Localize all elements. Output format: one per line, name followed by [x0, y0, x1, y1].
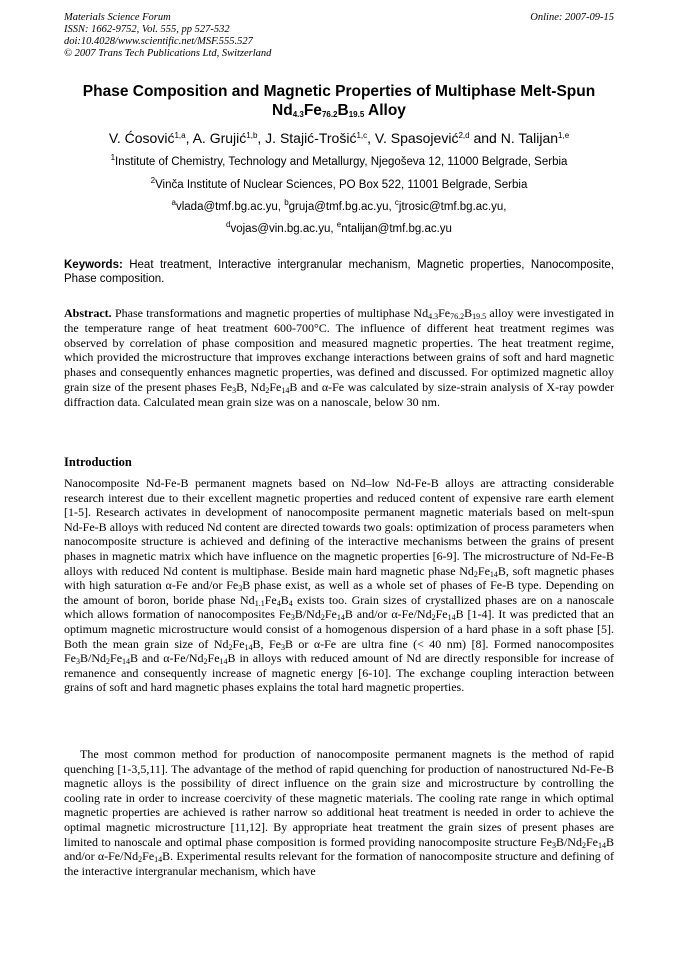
intro-p1-text-run: B and α-Fe/Nd — [130, 651, 204, 666]
abstract — [64, 306, 614, 410]
intro-p1-text-run: Fe — [477, 563, 490, 578]
intro-p1-subscript: 2 — [106, 657, 111, 667]
abstract-subscript: 76.2 — [450, 312, 465, 321]
intro-p1-subscript: 2 — [203, 657, 208, 667]
keywords — [64, 258, 614, 286]
abstract-text-run: B and α-Fe was calculated by size-strain analysis of X-ray powder diffraction data. Calculated mean grain size was on a nanoscale, below 30 nm. — [64, 379, 614, 409]
intro-p1-subscript: 2 — [320, 613, 325, 623]
author-separator: and — [469, 130, 501, 146]
title-fe: Fe — [303, 102, 322, 119]
intro-p2-subscript: 14 — [154, 855, 163, 865]
abstract-subscript: 4.3 — [428, 312, 439, 321]
abstract-text-run: B — [464, 306, 473, 320]
affiliation-2 — [40, 178, 638, 192]
intro-p1-text-run: B, soft magnetic phases with high saturation α-Fe and/or Fe — [64, 563, 614, 593]
title-b-sub: 19.5 — [348, 110, 365, 119]
intro-p1-subscript: 2 — [431, 613, 436, 623]
intro-p2-subscript: 3 — [551, 840, 556, 850]
intro-p1-text-run: B or α-Fe are ultra fine (< 40 nm) [8]. Formed nanocomposites Fe — [64, 636, 614, 666]
intro-p2-text-run: B and/or α-Fe/Nd — [64, 834, 614, 864]
introduction-paragraph-1 — [64, 476, 614, 695]
author-affiliation-marker: 1,e — [558, 131, 570, 140]
intro-p1-text-run: Fe — [324, 607, 337, 622]
title-fe-sub: 76.2 — [321, 110, 338, 119]
intro-p1-text-run: Fe — [435, 607, 448, 622]
intro-p2-subscript: 2 — [138, 855, 143, 865]
journal-header — [64, 12, 271, 60]
title-nd-sub: 4.3 — [292, 110, 304, 119]
journal-doi: doi:10.4028/www.scientific.net/MSF.555.527 — [64, 36, 253, 47]
author-name: V. Spasojević — [374, 130, 459, 146]
introduction-paragraph-2 — [64, 747, 614, 878]
intro-p1-subscript: 2 — [228, 642, 233, 652]
author-name: V. Ćosović — [108, 130, 175, 146]
keywords-text: Heat treatment, Interactive intergranular mechanism, Magnetic properties, Nanocomposite, Phase composition. — [64, 259, 614, 285]
author-separator: , — [367, 130, 375, 146]
author-name: N. Talijan — [500, 130, 559, 146]
email-marker: d — [226, 220, 231, 229]
intro-p2-text-run: B. Experimental results relevant for the formation of nanocomposite structure and defining of the interactive intergranular mechanism, which have — [64, 849, 614, 878]
intro-p1-text-run: B/Nd — [294, 607, 321, 622]
intro-p1-subscript: 3 — [280, 642, 285, 652]
paper-title — [64, 82, 614, 120]
intro-p2-text-run: B/Nd — [555, 834, 582, 849]
intro-p1-text-run: Fe — [264, 592, 277, 607]
author-separator: , — [257, 130, 266, 146]
abstract-text-run: B, Nd — [236, 379, 266, 394]
intro-p1-text-run: exists too. Grain sizes of crystallized phases are on a nanoscale which allows formation of nanocomposites Fe — [64, 592, 614, 622]
abstract-text-run: Fe — [269, 379, 282, 394]
abstract-subscript: 2 — [265, 385, 270, 395]
email-address[interactable]: vojas@vin.bg.ac.yu, — [230, 223, 337, 235]
intro-p1-subscript: 14 — [447, 613, 456, 623]
author-affiliation-marker: 1,c — [356, 131, 368, 140]
email-address[interactable]: jtrosic@tmf.bg.ac.yu, — [398, 201, 507, 213]
intro-p1-text-run: Fe — [207, 651, 220, 666]
email-address[interactable]: ntalijan@tmf.bg.ac.yu — [341, 223, 452, 235]
intro-p1-text-run: B and/or α-Fe/Nd — [344, 607, 432, 622]
email-address[interactable]: vlada@tmf.bg.ac.yu, — [175, 201, 285, 213]
author-affiliation-marker: 2,d — [458, 131, 470, 140]
intro-p1-subscript: 3 — [290, 613, 295, 623]
intro-p1-subscript: 14 — [244, 642, 253, 652]
intro-p2-text-run: Fe — [585, 834, 598, 849]
journal-name: Materials Science Forum — [64, 12, 171, 23]
intro-p1-text-run: Nanocomposite Nd-Fe-B permanent magnets based on Nd–low Nd-Fe-B alloys are attracting considerable research interest due to their excellent magnetic properties and reduced content of expensive rare earth element [1-5]. Research activates in development of nanocomposite permanent magnetic materials based on melt-spun Nd-Fe-B alloys with reduced Nd content are directed towards two goals: optimization of process parameters when nanocomposite structure is achieved and defining of the interactive mechanisms between the grains of present phases in magnetic matrix which have influence on the magnetic properties [6-9]. The microstructure of Nd-Fe-B alloys with reduced Nd content is multiphase. Beside main hard magnetic phase Nd — [64, 476, 614, 578]
author-separator: , — [185, 130, 193, 146]
author-affiliation-marker: 1,b — [246, 131, 258, 140]
intro-p1-subscript: 3 — [238, 584, 243, 594]
affiliation-1-number: 1 — [110, 153, 116, 162]
intro-p1-text-run: Fe — [110, 651, 123, 666]
intro-p2-subscript: 14 — [597, 840, 606, 850]
title-line-2 — [64, 101, 614, 120]
intro-p1-text-run: B/Nd — [80, 651, 107, 666]
affiliation-2-number: 2 — [150, 176, 156, 185]
intro-p2-text-run: The most common method for production of nanocomposite permanent magnets is the method of rapid quenching [1-3,5,11]. The advantage of the method of rapid quenching for production of nanostructured Nd-Fe-B magnetic alloys is the possibility of direct influence on the grain size and microstructure by controlling the cooling rate in order to increase coercivity of these magnetic materials. The cooling rate range in which optimal magnetic properties are achieved is rather narrow so additional heat treatment is needed in order to achieve the optimal magnetic microstructure [11,12]. By appropriate heat treatment the grain sizes of present phases are limited to nanoscale and optimal phase composition is formed providing nanocomposite structure Fe — [64, 747, 614, 849]
email-marker: c — [394, 198, 399, 207]
abstract-subscript: 3 — [232, 385, 237, 395]
author-name: J. Stajić-Trošić — [265, 130, 357, 146]
intro-p1-subscript: 14 — [219, 657, 228, 667]
journal-issn: ISSN: 1662-9752, Vol. 555, pp 527-532 — [64, 24, 230, 35]
affiliation-1-text: Institute of Chemistry, Technology and Metallurgy, Njegoševa 12, 11000 Belgrade, Serbia — [115, 156, 568, 168]
author-name: A. Grujić — [192, 130, 247, 146]
section-heading-introduction: Introduction — [64, 455, 132, 469]
keywords-label: Keywords: — [64, 259, 123, 271]
title-line-1: Phase Composition and Magnetic Properties of Multiphase Melt-Spun — [82, 83, 596, 100]
intro-p1-text-run: B phase exist, as well as a whole set of phases of Fe-B type. Depending on the amount of boron, boride phase Nd — [64, 578, 614, 607]
email-line-2 — [40, 222, 638, 236]
intro-p1-subscript: 4 — [288, 598, 293, 608]
intro-p1-subscript: 14 — [122, 657, 131, 667]
abstract-label: Abstract. — [64, 306, 112, 320]
journal-copyright: © 2007 Trans Tech Publications Ltd, Switzerland — [64, 48, 272, 59]
intro-p1-subscript: 3 — [76, 657, 80, 667]
email-marker: b — [284, 198, 289, 207]
email-address[interactable]: gruja@tmf.bg.ac.yu, — [288, 201, 395, 213]
abstract-subscript: 14 — [281, 385, 290, 395]
author-list — [40, 129, 638, 147]
intro-p1-text-run: B — [280, 592, 289, 607]
intro-p1-text-run: Fe — [232, 636, 245, 651]
abstract-text-run: Phase transformations and magnetic properties of multiphase Nd — [111, 306, 429, 320]
email-line-1 — [40, 200, 638, 214]
intro-p2-subscript: 2 — [581, 840, 586, 850]
intro-p2-text-run: Fe — [142, 849, 155, 864]
intro-p1-text-run: B [1-4]. It was predicted that an optimum magnetic microstructure would consist of a homogenous dispersion of a hard phase in a soft phase [5]. Both the mean grain size of Nd — [64, 607, 614, 651]
abstract-text — [64, 306, 614, 409]
title-b: B — [337, 102, 349, 119]
intro-p1-text-run: B, Fe — [252, 636, 281, 651]
abstract-subscript: 19.5 — [472, 312, 487, 321]
email-marker: a — [171, 198, 176, 207]
affiliation-1 — [40, 155, 638, 169]
title-nd: Nd — [272, 102, 293, 119]
intro-p1-text-run: B in alloys with reduced amount of Nd are directly responsible for increase of remanence and consequently increase of magnetic energy [6-10]. The exchange coupling interaction between grains of soft and hard magnetic phases explains the total hard magnetic properties. — [64, 651, 614, 695]
intro-p1-subscript: 4 — [276, 598, 281, 608]
intro-p1-subscript: 14 — [336, 613, 345, 623]
affiliation-2-text: Vinča Institute of Nuclear Sciences, PO Box 522, 11001 Belgrade, Serbia — [155, 179, 528, 191]
author-affiliation-marker: 1,a — [174, 131, 186, 140]
title-tail: Alloy — [364, 102, 406, 119]
abstract-text-run: Fe — [438, 306, 451, 320]
online-date: Online: 2007-09-15 — [530, 12, 614, 23]
abstract-text-run: alloy were investigated in the temperature range of heat treatment 600-700°C. The influence of different heat treatment regimes was observed by correlation of phase composition and measured magnetic properties. The heat treatment regime, which provided the microstructure that improves exchange interactions between grains of soft and hard magnetic phases and consequently enhances magnetic properties, was defined and discussed. For optimized magnetic alloy grain size of the present phases Fe — [64, 306, 614, 394]
intro-p1-subscript: 2 — [473, 569, 478, 579]
intro-p1-subscript: 14 — [489, 569, 498, 579]
email-marker: e — [336, 220, 342, 229]
intro-p1-subscript: 1.1 — [254, 598, 265, 608]
